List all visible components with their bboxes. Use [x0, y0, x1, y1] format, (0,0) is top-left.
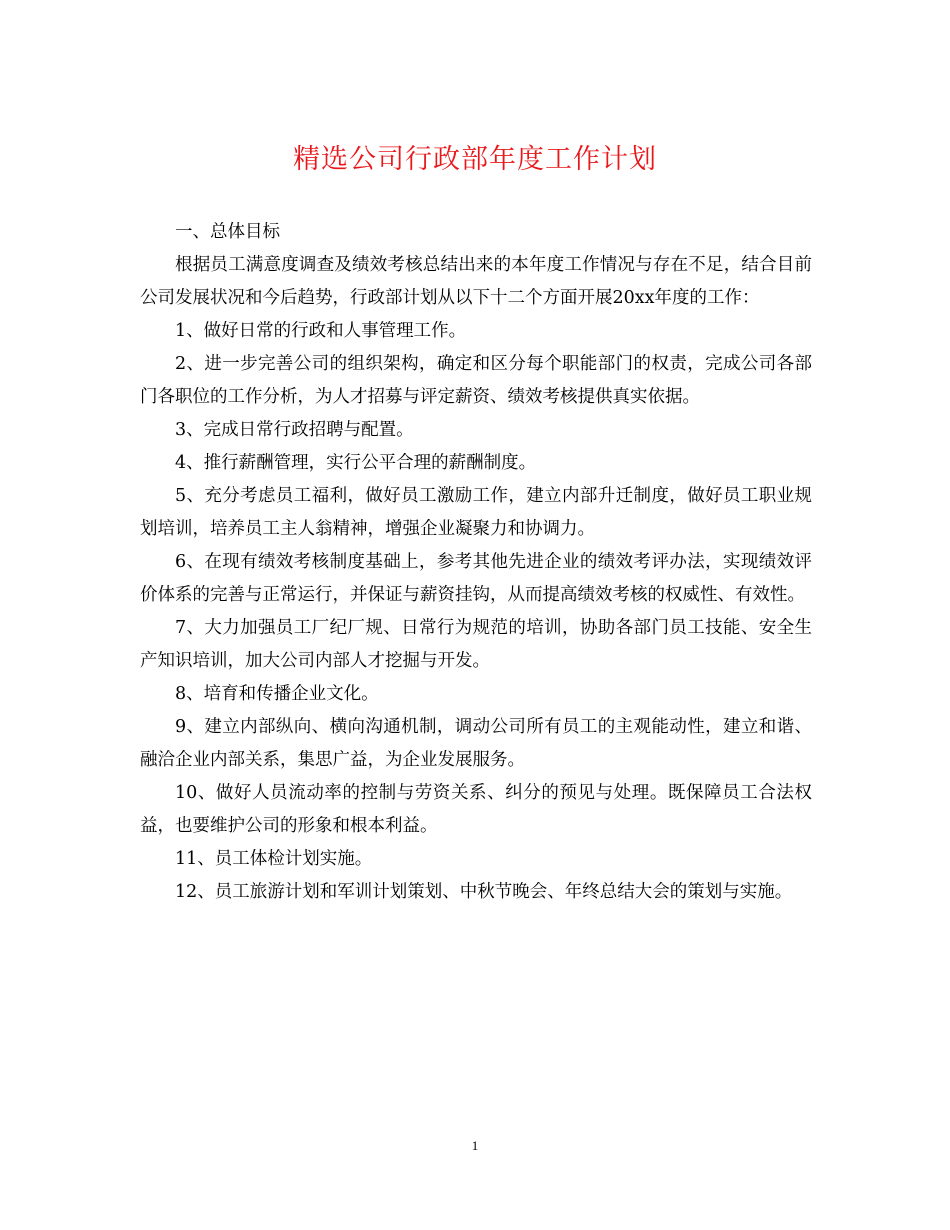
plan-item-11: 11、员工体检计划实施。	[175, 849, 373, 869]
document-body	[140, 216, 812, 909]
page-number: 1	[471, 1138, 479, 1153]
plan-item-6: 6、在现有绩效考核制度基础上，参考其他先进企业的绩效考评办法，实现绩效评价体系的完善与正常运行，并保证与薪资挂钩，从而提高绩效考核的权威性、有效性。	[140, 552, 812, 605]
plan-item-5: 5、充分考虑员工福利，做好员工激励工作，建立内部升迁制度，做好员工职业规划培训，培养员工主人翁精神，增强企业凝聚力和协调力。	[140, 486, 812, 539]
plan-item-3: 3、完成日常行政招聘与配置。	[175, 420, 414, 440]
plan-item-4: 4、推行薪酬管理，实行公平合理的薪酬制度。	[175, 453, 537, 473]
intro-paragraph: 根据员工满意度调查及绩效考核总结出来的本年度工作情况与存在不足，结合目前公司发展状况和今后趋势，行政部计划从以下十二个方面开展20xx年度的工作：	[140, 255, 812, 308]
plan-item-9: 9、建立内部纵向、横向沟通机制，调动公司所有员工的主观能动性，建立和谐、融洽企业内部关系，集思广益，为企业发展服务。	[140, 717, 812, 770]
plan-item-2: 2、进一步完善公司的组织架构，确定和区分每个职能部门的权责，完成公司各部门各职位的工作分析，为人才招募与评定薪资、绩效考核提供真实依据。	[140, 354, 812, 407]
plan-item-10: 10、做好人员流动率的控制与劳资关系、纠分的预见与处理。既保障员工合法权益，也要维护公司的形象和根本利益。	[140, 783, 812, 836]
plan-item-7: 7、大力加强员工厂纪厂规、日常行为规范的培训，协助各部门员工技能、安全生产知识培训，加大公司内部人才挖掘与开发。	[140, 618, 812, 671]
document-title: 精选公司行政部年度工作计划	[293, 144, 657, 175]
plan-item-8: 8、培育和传播企业文化。	[175, 684, 379, 704]
section-heading-overall-goal: 一、总体目标	[175, 222, 280, 242]
plan-item-12: 12、员工旅游计划和军训计划策划、中秋节晚会、年终总结大会的策划与实施。	[175, 882, 793, 902]
plan-item-1: 1、做好日常的行政和人事管理工作。	[175, 321, 467, 341]
